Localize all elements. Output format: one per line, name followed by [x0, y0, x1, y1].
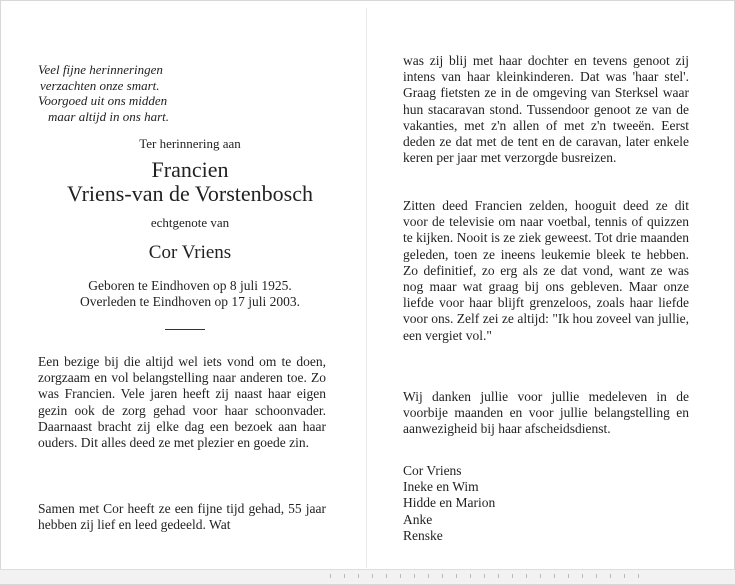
scan-ruler-ticks: [330, 574, 640, 578]
birth-line: Geboren te Eindhoven op 8 juli 1925.: [88, 278, 292, 293]
signers-list: [403, 463, 495, 544]
life-story-paragraph-1: Een bezige bij die altijd wel iets vond om te doen, zorgzaam en vol belangstelling naar anderen toe. Zo was Francien. Vele jaren heeft zij naast haar eigen gezin ook de zorg gehad voor haar schoonvader. Daarnaast bracht zij elke dag een bezoek aan haar ouders. Dit alles deed ze met plezier en goede zin.: [38, 354, 326, 451]
signer-5: Renske: [403, 527, 443, 543]
thanks-paragraph: Wij danken jullie voor jullie medeleven in de voorbije maanden en voor jullie belangstelling en aanwezigheid bij haar afscheidsdienst.: [403, 389, 689, 437]
signer-2: Ineke en Wim: [403, 479, 479, 495]
signer-1: Cor Vriens: [403, 463, 462, 478]
deceased-first-name: Francien: [151, 157, 229, 182]
life-story-paragraph-4: Zitten deed Francien zelden, hooguit deed ze dit voor de televisie om naar voetbal, tennis of quizzen te kijken. Nooit is ze ziek geweest. Tot drie maanden geleden, toen ze ineens leukemie bleek te hebben. Zo definitief, zo erg als ze dat vond, want ze was nog maar wat graag bij ons gebleven. Maar onze liefde voor haar blijft grenzeloos, zoals haar liefde voor ons. Zelf zei ze altijd: "Ik hou zoveel van jullie, een vergiet vol.": [403, 198, 689, 343]
signer-3: Hidde en Marion: [403, 495, 496, 511]
poem-line-3: Voorgoed uit ons midden: [38, 93, 168, 108]
signer-4: Anke: [403, 511, 433, 527]
deceased-full-name: Vriens-van de Vorstenbosch: [67, 181, 313, 206]
memorial-intro: Ter herinnering aan: [139, 136, 241, 151]
death-line: Overleden te Eindhoven op 17 juli 2003.: [79, 294, 301, 309]
card-fold-line: [366, 8, 367, 568]
memorial-poem: [38, 62, 169, 124]
poem-line-4: maar altijd in ons hart.: [48, 108, 169, 124]
poem-line-2: verzachten onze smart.: [40, 77, 160, 93]
relation-label: echtgenote van: [150, 215, 230, 230]
life-story-paragraph-2: Samen met Cor heeft ze een fijne tijd gehad, 55 jaar hebben zij lief en leed gedeeld. Wat: [38, 501, 326, 533]
poem-line-1: Veel fijne herinneringen: [38, 62, 163, 77]
spouse-name: Cor Vriens: [148, 242, 232, 263]
life-story-paragraph-3: was zij blij met haar dochter en tevens genoot zij intens van haar kleinkinderen. Dat was 'haar stel'. Graag fietsten ze in de omgeving van Sterksel waar hun stacaravan stond. Tussendoor genoot ze van de vakanties, met z'n allen of met z'n tweeën. Eerst deden ze dat met de tent en de caravan, later enkele keren per jaar met verzorgde busreizen.: [403, 53, 689, 166]
separator-rule: [165, 329, 205, 330]
